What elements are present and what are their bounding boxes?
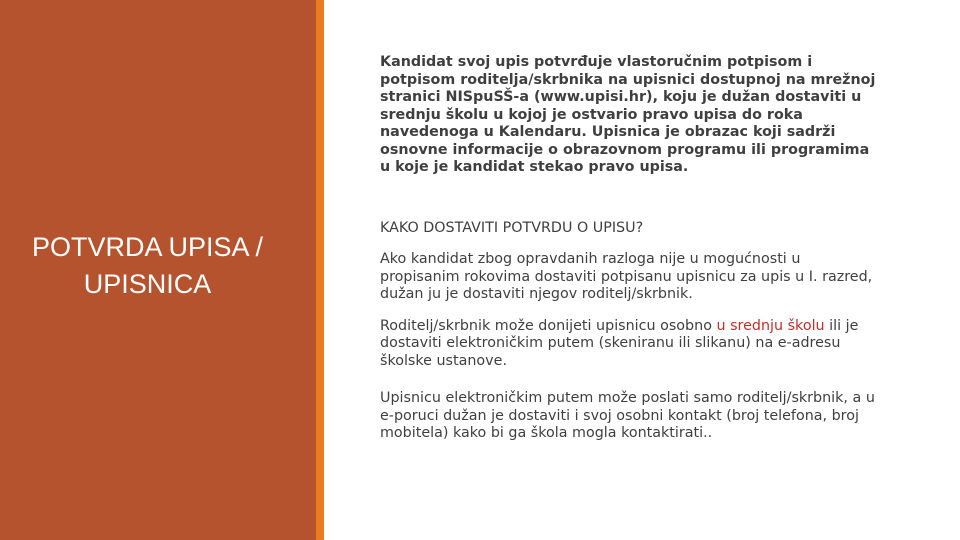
slide-title xyxy=(0,229,295,303)
section-heading: KAKO DOSTAVITI POTVRDU O UPISU? xyxy=(380,219,644,236)
accent-strip xyxy=(316,0,324,540)
paragraph-electronic-submission: Upisnicu elektroničkim putem može poslati samo roditelj/skrbnik, a u e-poruci dužan je dostaviti i svoj osobni kontakt (broj telefona, broj mobitela) kako bi ga škola mogla kontaktirati.. xyxy=(380,390,875,441)
delivery-text-start: Roditelj/skrbnik može donijeti upisnicu osobno xyxy=(380,317,717,334)
content-area xyxy=(380,54,880,443)
slide-title-line-1: POTVRDA UPISA / xyxy=(31,232,264,262)
highlighted-text: u srednju školu xyxy=(716,317,825,334)
paragraph-delivery-options xyxy=(380,318,880,371)
paragraph-submission-by-guardian: Ako kandidat zbog opravdanih razloga nije u mogućnosti u propisanim rokovima dostaviti potpisanu upisnicu za upis u I. razred, dužan ju je dostaviti njegov roditelj/skrbnik. xyxy=(380,251,873,302)
title-panel xyxy=(0,0,316,540)
intro-paragraph: Kandidat svoj upis potvrđuje vlastoručnim potpisom i potpisom roditelja/skrbnika na upisnici dostupnoj na mrežnoj stranici NISpuSŠ-a (www.upisi.hr), koju je dužan dostaviti u srednju školu u kojoj je ostvario pravo upisa do roka navedenoga u Kalendaru. Upisnica je obrazac koji sadrži osnovne informacije o obrazovnom programu ili programima u koje je kandidat stekao pravo upisa. xyxy=(380,54,876,175)
slide-title-line-2: UPISNICA xyxy=(83,269,212,299)
delivery-text-end: ili je dostaviti elektroničkim putem (skeniranu ili slikanu) na e-adresu školske ustanove. xyxy=(380,317,859,369)
